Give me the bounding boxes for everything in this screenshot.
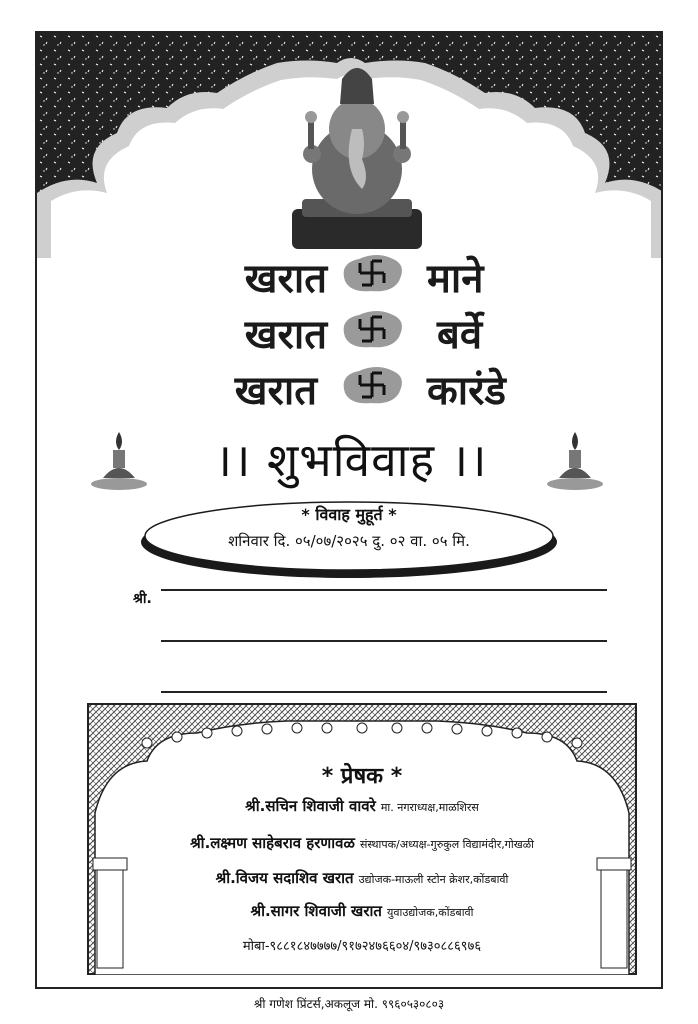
sender-mobile: मोबा-९८८१८४७७७७/९१७२४७६६०४/९७३०८८६९७६ bbox=[242, 939, 482, 954]
guest-line bbox=[161, 589, 607, 591]
guest-label: श्री. bbox=[133, 591, 152, 607]
muhurt-datetime: शनिवार दि. ०५/०७/२०२५ दु. ०२ वा. ०५ मि. bbox=[228, 532, 470, 550]
muhurt-heading: * विवाह मुहूर्त * bbox=[301, 505, 397, 524]
sender-name: श्री.सागर शिवाजी खरात bbox=[250, 902, 382, 920]
family-left: खरात bbox=[244, 312, 327, 358]
sender-desc: युवाउद्योजक,कोंडबावी bbox=[386, 906, 474, 919]
family-left: खरात bbox=[234, 368, 317, 414]
family-right: कारंडे bbox=[427, 368, 506, 414]
swastik-icon bbox=[337, 363, 407, 407]
sender-desc: मा. नगराध्यक्ष,माळशिरस bbox=[380, 801, 479, 814]
family-right: बर्वे bbox=[437, 312, 483, 358]
sender-desc: संस्थापक/अध्यक्ष-गुरुकुल विद्यामंदीर,गोखळी bbox=[359, 838, 534, 851]
sender-row bbox=[87, 868, 637, 888]
sender-desc: उद्योजक-माऊली स्टोन क्रेशर,कोंडबावी bbox=[358, 873, 509, 886]
sender-name: श्री.सचिन शिवाजी वावरे bbox=[245, 797, 376, 815]
sender-name: श्री.विजय सदाशिव खरात bbox=[215, 869, 354, 887]
sender-name: श्री.लक्ष्मण साहेबराव हरणावळ bbox=[190, 834, 355, 852]
invitation-card bbox=[35, 31, 663, 989]
sender-heading: * प्रेषक * bbox=[321, 764, 403, 789]
guest-line bbox=[161, 691, 607, 693]
printer-credit: श्री गणेश प्रिंटर्स,अकलूज मो. ९९६०५३०८०३ bbox=[253, 997, 445, 1011]
family-left: खरात bbox=[244, 256, 327, 302]
family-right: माने bbox=[427, 256, 484, 302]
sender-row bbox=[87, 833, 637, 853]
shubhvivah-title: ।। शुभविवाह ।। bbox=[214, 433, 488, 487]
ganesh-idol-icon bbox=[282, 59, 432, 259]
swastik-icon bbox=[337, 307, 407, 351]
sender-row bbox=[87, 901, 637, 921]
swastik-icon bbox=[337, 251, 407, 295]
sender-row bbox=[87, 796, 637, 816]
guest-line bbox=[161, 640, 607, 642]
